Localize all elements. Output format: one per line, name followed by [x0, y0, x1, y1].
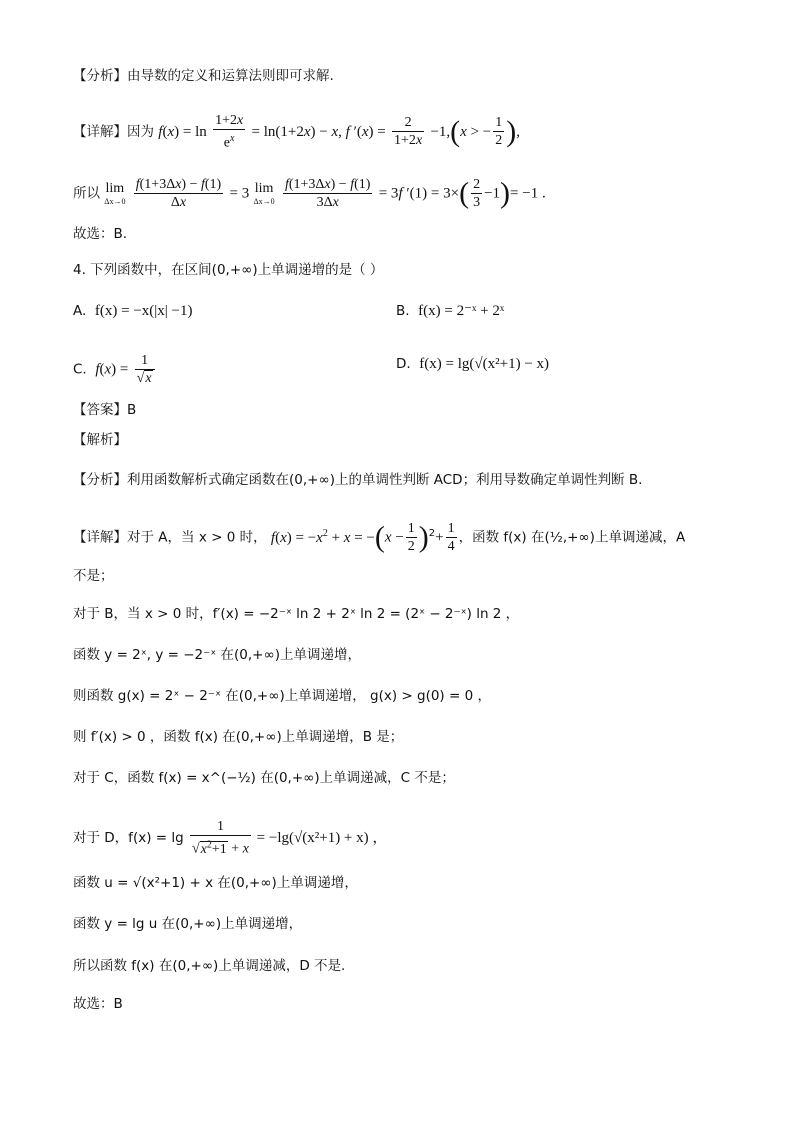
q3-choose: 故选：B.	[73, 226, 128, 242]
q4-detail-a: 【详解】对于 A，当 x > 0 时， $f(x) = -x^2 + x = -(x$ − $\frac{1}{2}$ )$^2$+ $\frac{1}{4}$ ，函数 f(x) 在(½,+∞)上单调递减，A	[73, 520, 686, 554]
q4-choose: 故选：B	[73, 996, 123, 1012]
detail-a-pre: 对于 A，当 x > 0 时，	[127, 529, 267, 546]
option-d	[396, 354, 549, 374]
q3-detail: 【详解】因为 f(x) = ln $\frac{1+2x}{e^x}$ = ln(1+2x) − x, f ′(x) = $\frac{2}{1+2x}$ −1,(x > − $\frac{1}{2}$ ),	[73, 113, 521, 151]
q4-detail-d1: 对于 D，f(x) = lg $\frac{1}{√x^2+1 + x}$ = −lg(√(x²+1) + x) ，	[73, 819, 388, 857]
q4-detail-b3: 则函数 g(x) = 2ˣ − 2⁻ˣ 在(0,+∞)上单调递增， g(x) > g(0) = 0 ，	[73, 688, 491, 704]
jiexi-label: 【解析】	[73, 432, 127, 448]
q4-detail-d2: 函数 u = √(x²+1) + x 在(0,+∞)上单调递增，	[73, 875, 358, 891]
answer-value: B	[127, 402, 137, 418]
q4-detail-d3: 函数 y = lg u 在(0,+∞)上单调递增，	[73, 916, 303, 932]
option-c-label: C.	[73, 361, 87, 378]
option-c: C. f(x) = $\frac{1}{√x}$	[73, 352, 157, 387]
q3-limit-line: 所以 lim Δx→0 $\frac{f(1+3\Delta x) - f(1)}{\Delta x}$ = 3 lim Δx→0 $\frac{f(1+3\Delta x) - f(1)}{3\Delta x}$ = 3f ′(1) = 3×( $\frac{2}{3}$ −1)= −1 .	[73, 176, 546, 210]
analysis-label: 【分析】	[73, 68, 127, 84]
q4-detail-c1: 对于 C，函数 f(x) = x^(−½) 在(0,+∞)上单调递减，C 不是；	[73, 770, 455, 786]
option-a-label: A.	[73, 303, 87, 319]
answer-label: 【答案】	[73, 402, 127, 418]
detail-label-2: 【详解】	[73, 529, 127, 546]
option-a	[73, 301, 193, 321]
option-d-label: D.	[396, 356, 411, 372]
option-b-label: B.	[396, 303, 410, 319]
option-d-expr: f(x) = lg(√(x²+1) − x)	[419, 356, 550, 372]
q4-detail-b2: 函数 y = 2ˣ, y = −2⁻ˣ 在(0,+∞)上单调递增，	[73, 647, 362, 663]
q4-analysis	[73, 470, 642, 490]
q3-so: 所以	[73, 185, 100, 202]
q3-analysis	[73, 66, 334, 86]
q4-question: 4. 下列函数中，在区间(0,+∞)上单调递增的是（ ）	[73, 262, 384, 278]
q3-analysis-text: 由导数的定义和运算法则即可求解.	[127, 68, 334, 84]
detail-a-post: ，函数 f(x) 在(½,+∞)上单调递减，A	[458, 529, 686, 546]
q4-detail-d4: 所以函数 f(x) 在(0,+∞)上单调递减，D 不是.	[73, 958, 346, 974]
detail-d-post: = −lg(√(x²+1) + x) ，	[252, 829, 388, 846]
q4-analysis-text: 利用函数解析式确定函数在(0,+∞)上的单调性判断 ACD；利用导数确定单调性判断 B.	[127, 472, 643, 488]
option-a-expr: f(x) = −x(|x| −1)	[94, 303, 193, 319]
q4-detail-a2: 不是；	[73, 568, 114, 584]
option-b	[396, 301, 504, 321]
q4-answer	[73, 400, 136, 420]
detail-label: 【详解】	[73, 123, 127, 140]
analysis-label-2: 【分析】	[73, 472, 127, 488]
detail-d-pre: 对于 D，f(x) = lg	[73, 829, 184, 846]
q4-detail-b4: 则 f′(x) > 0 ，函数 f(x) 在(0,+∞)上单调递增，B 是；	[73, 729, 404, 745]
q4-detail-b1: 对于 B，当 x > 0 时，f′(x) = −2⁻ˣ ln 2 + 2ˣ ln 2 = (2ˣ − 2⁻ˣ) ln 2 ，	[73, 606, 520, 622]
q3-detail-prefix: 因为	[127, 123, 154, 140]
option-b-expr: f(x) = 2⁻ˣ + 2ˣ	[418, 303, 505, 319]
